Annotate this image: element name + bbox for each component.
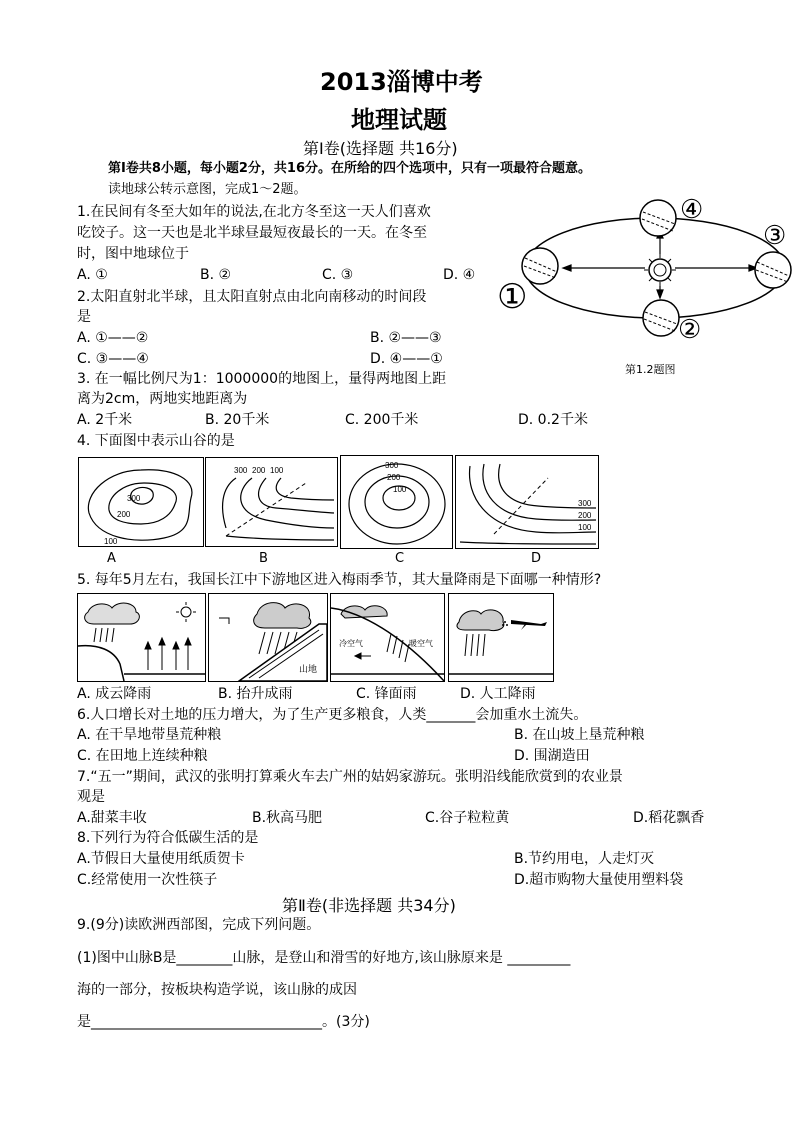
q9-part1-line2: 海的一部分，按板块构造学说，该山脉的成因 — [77, 982, 357, 998]
q5-option-a[interactable]: A. 成云降雨 — [77, 686, 152, 702]
rain-figure-b — [208, 593, 328, 682]
sun-icon — [644, 254, 676, 286]
contour-c-100: 100 — [393, 485, 407, 494]
rain-figure-a — [77, 593, 206, 682]
q2-option-b[interactable]: B. ②——③ — [370, 330, 442, 346]
contour-d-100: 100 — [578, 523, 592, 532]
q6-option-a[interactable]: A. 在干旱地带垦荒种粮 — [77, 727, 222, 743]
q5-stem: 5. 每年5月左右，我国长江中下游地区进入梅雨季节，其大量降雨是下面哪一种情形? — [77, 572, 602, 588]
orbit-label-3: ③ — [763, 220, 787, 250]
q3-option-d[interactable]: D. 0.2千米 — [518, 412, 588, 428]
q5-option-d[interactable]: D. 人工降雨 — [460, 686, 536, 702]
rain-figure-c — [330, 593, 445, 682]
contour-map-b — [205, 457, 338, 547]
rain-b-mountain-label: 山地 — [299, 664, 318, 674]
q2-option-a[interactable]: A. ①——② — [77, 330, 149, 346]
q1-line1: 1.在民间有冬至大如年的说法,在北方冬至这一天人们喜欢 — [77, 204, 431, 220]
q8-option-b[interactable]: B.节约用电，人走灯灭 — [514, 851, 655, 867]
q1-option-d[interactable]: D. ④ — [443, 267, 476, 283]
section-1-instruction: 第Ⅰ卷共8小题，每小题2分，共16分。在所给的四个选项中，只有一项最符合题意。 — [108, 161, 592, 176]
contour-map-d — [455, 455, 599, 549]
exam-subtitle: 地理试题 — [351, 106, 447, 134]
rain-figure-d — [448, 593, 554, 682]
q3-option-b[interactable]: B. 20千米 — [205, 412, 270, 428]
q1-line3: 时，图中地球位于 — [77, 246, 189, 262]
q4-label-a[interactable]: A — [107, 551, 116, 566]
contour-map-c — [340, 455, 453, 549]
q2-line2: 是 — [77, 309, 91, 325]
q6-option-c[interactable]: C. 在田地上连续种粮 — [77, 748, 208, 764]
q8-stem: 8.下列行为符合低碳生活的是 — [77, 830, 259, 846]
q7-option-c[interactable]: C.谷子粒粒黄 — [425, 810, 510, 826]
q5-option-c[interactable]: C. 锋面雨 — [356, 686, 417, 702]
q8-option-a[interactable]: A.节假日大量使用纸质贺卡 — [77, 851, 245, 867]
q6-option-d[interactable]: D. 围湖造田 — [514, 748, 590, 764]
contour-a-300: 300 — [127, 494, 141, 503]
contour-c-200: 200 — [387, 473, 401, 482]
q3-option-a[interactable]: A. 2千米 — [77, 412, 133, 428]
q4-stem: 4. 下面图中表示山谷的是 — [77, 433, 235, 449]
q3-option-c[interactable]: C. 200千米 — [345, 412, 419, 428]
q3-line2: 离为2cm，两地实地距离为 — [77, 391, 248, 407]
contour-d-300: 300 — [578, 499, 592, 508]
contour-a-100: 100 — [104, 537, 118, 546]
read-note: 读地球公转示意图，完成1～2题。 — [108, 182, 307, 197]
contour-b-200: 200 — [252, 466, 266, 475]
section-2-heading: 第Ⅱ卷(非选择题 共34分) — [282, 896, 456, 915]
q4-label-b[interactable]: B — [259, 551, 268, 566]
orbit-label-1: ① — [497, 278, 528, 316]
q1-option-b[interactable]: B. ② — [200, 267, 232, 283]
q4-label-c[interactable]: C — [395, 551, 405, 566]
q7-option-b[interactable]: B.秋高马肥 — [252, 810, 323, 826]
contour-map-a — [78, 457, 204, 547]
section-1-heading: 第Ⅰ卷(选择题 共16分) — [303, 139, 458, 158]
q1-option-c[interactable]: C. ③ — [322, 267, 354, 283]
q7-option-a[interactable]: A.甜菜丰收 — [77, 810, 147, 826]
q6-option-b[interactable]: B. 在山坡上垦荒种粮 — [514, 727, 645, 743]
orbit-label-4: ④ — [680, 194, 704, 224]
sun-icon — [176, 602, 196, 622]
q1-option-a[interactable]: A. ① — [77, 267, 108, 283]
contour-c-300: 300 — [385, 461, 399, 470]
orbit-label-2: ② — [678, 314, 702, 344]
q6-stem: 6.人口增长对土地的压力增大，为了生产更多粮食，人类_______会加重水土流失。 — [77, 707, 588, 723]
rain-c-warm-label: 暖空气 — [409, 639, 433, 648]
q3-line1: 3. 在一幅比例尺为1：1000000的地图上，量得两地图上距 — [77, 371, 447, 387]
q2-option-d[interactable]: D. ④——① — [370, 351, 443, 367]
q8-option-d[interactable]: D.超市购物大量使用塑料袋 — [514, 872, 684, 888]
rain-c-cold-label: 冷空气 — [339, 639, 363, 648]
orbit-caption: 第1.2题图 — [625, 363, 676, 376]
contour-b-100: 100 — [270, 466, 284, 475]
exam-title: 2013淄博中考 — [320, 68, 483, 96]
q9-stem: 9.(9分)读欧洲西部图，完成下列问题。 — [77, 917, 321, 933]
q5-option-b[interactable]: B. 抬升成雨 — [218, 686, 293, 702]
q4-label-d[interactable]: D — [531, 551, 542, 566]
orbit-figure — [495, 188, 794, 388]
q9-part1-line1: (1)图中山脉B是________山脉，是登山和滑雪的好地方,该山脉原来是 _________ — [77, 950, 571, 966]
contour-b-300: 300 — [234, 466, 248, 475]
contour-d-200: 200 — [578, 511, 592, 520]
q9-part1-line3: 是_________________________________。(3分) — [77, 1014, 370, 1030]
q2-line1: 2.太阳直射北半球，且太阳直射点由北向南移动的时间段 — [77, 289, 427, 305]
q8-option-c[interactable]: C.经常使用一次性筷子 — [77, 872, 218, 888]
q7-line2: 观是 — [77, 789, 105, 805]
q2-option-c[interactable]: C. ③——④ — [77, 351, 149, 367]
q7-line1: 7.“五一”期间，武汉的张明打算乘火车去广州的姑妈家游玩。张明沿线能欣赏到的农业景 — [77, 769, 623, 785]
q7-option-d[interactable]: D.稻花飘香 — [633, 810, 705, 826]
q1-line2: 吃饺子。这一天也是北半球昼最短夜最长的一天。在冬至 — [77, 225, 427, 241]
contour-a-200: 200 — [117, 510, 131, 519]
airplane-icon — [511, 620, 547, 630]
